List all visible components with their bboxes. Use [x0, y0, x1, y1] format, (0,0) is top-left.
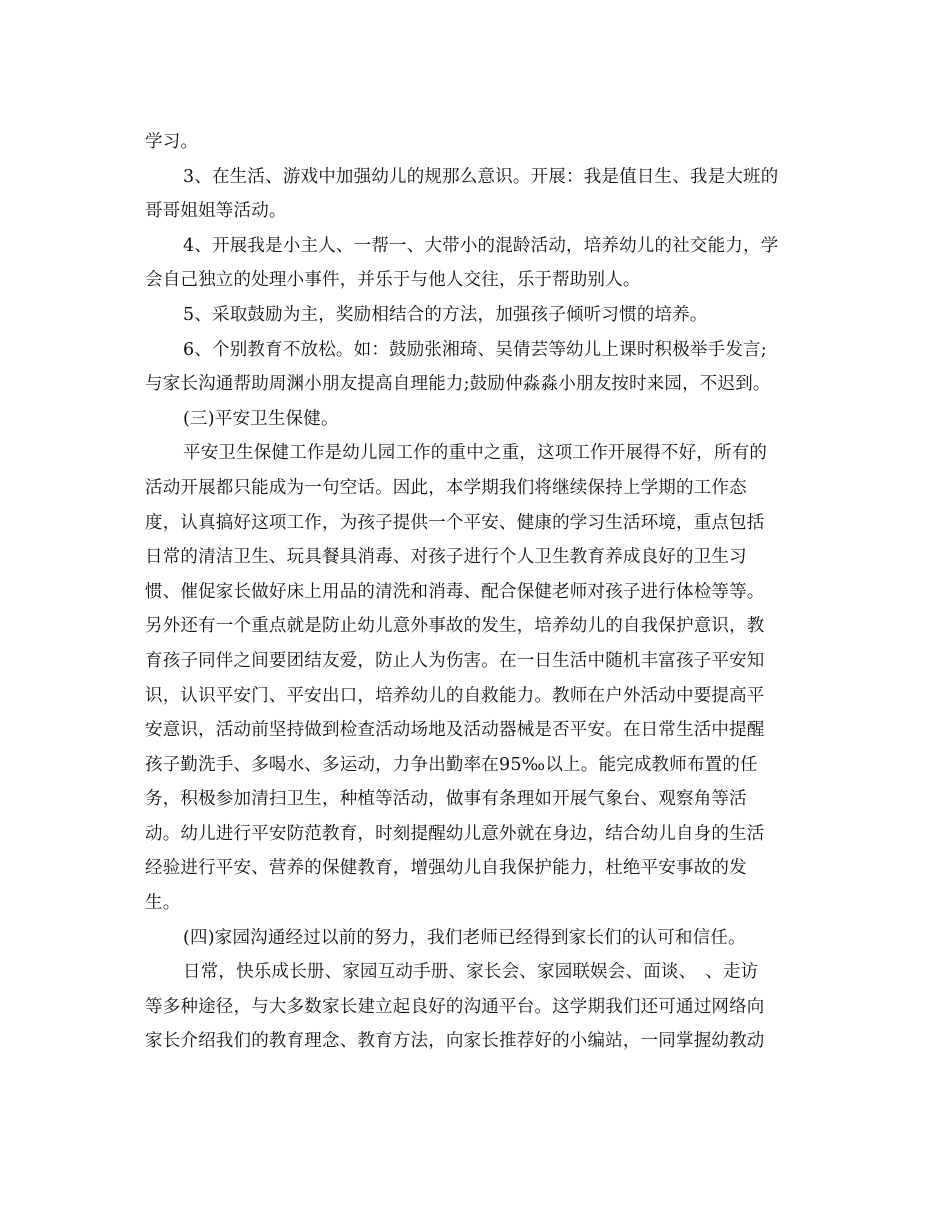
- text-line: 6、个别教育不放松。如：鼓励张湘琦、吴倩芸等幼儿上课时积极举手发言;: [183, 339, 767, 360]
- text-line: 育孩子同伴之间要团结友爱，防止人为伤害。在一日生活中随机丰富孩子平安知: [145, 650, 765, 671]
- text-line: 经验进行平安、营养的保健教育，增强幼儿自我保护能力，杜绝平安事故的发: [145, 858, 747, 879]
- text-line: 4、开展我是小主人、一帮一、大带小的混龄活动，培养幼儿的社交能力，学: [183, 235, 779, 256]
- text-line: 度，认真搞好这项工作，为孩子提供一个平安、健康的学习生活环境，重点包括: [145, 512, 765, 533]
- text-line: 识，认识平安门、平安出口，培养幼儿的自救能力。教师在户外活动中要提高平: [145, 685, 765, 706]
- text-line: 安意识，活动前坚持做到检查活动场地及活动器械是否平安。在日常生活中提醒: [145, 720, 765, 741]
- text-line: 与家长沟通帮助周渊小朋友提高自理能力;鼓励仲淼淼小朋友按时来园，不迟到。: [145, 374, 771, 395]
- document-body: [145, 125, 810, 1059]
- section-heading: (三)平安卫生保健。: [183, 408, 339, 429]
- text-line: 日常的清洁卫生、玩具餐具消毒、对孩子进行个人卫生教育养成良好的卫生习: [145, 547, 747, 568]
- text-line: 5、采取鼓励为主，奖励相结合的方法，加强孩子倾听习惯的培养。: [183, 304, 708, 325]
- text-line: 另外还有一个重点就是防止幼儿意外事故的发生，培养幼儿的自我保护意识，教: [145, 616, 765, 637]
- text-line: 学习。: [145, 132, 199, 152]
- text-line: 孩子勤洗手、多喝水、多运动，力争出勤率在95‰以上。能完成教师布置的任: [145, 754, 758, 775]
- text-line: 生。: [145, 893, 181, 914]
- text-line: 惯、催促家长做好床上用品的清洗和消毒、配合保健老师对孩子进行体检等等。: [145, 581, 765, 602]
- text-line: 家长介绍我们的教育理念、教育方法，向家长推荐好的小编站，一同掌握幼教动: [145, 1031, 765, 1052]
- text-line: 3、在生活、游戏中加强幼儿的规那么意识。开展：我是值日生、我是大班的: [183, 166, 779, 187]
- text-line: 会自己独立的处理小事件，并乐于与他人交往，乐于帮助别人。: [145, 270, 641, 291]
- text-line: 活动开展都只能成为一句空话。因此，本学期我们将继续保持上学期的工作态: [145, 477, 747, 498]
- text-line: 哥哥姐姐等活动。: [145, 201, 287, 222]
- section-heading: (四)家园沟通经过以前的努力，我们老师已经得到家长们的认可和信任。: [183, 927, 746, 948]
- text-line: 等多种途径，与大多数家长建立起良好的沟通平台。这学期我们还可通过网络向: [145, 996, 765, 1017]
- text-line: 平安卫生保健工作是幼儿园工作的重中之重，这项工作开展得不好，所有的: [183, 443, 768, 464]
- text-line: 动。幼儿进行平安防范教育，时刻提醒幼儿意外就在身边，结合幼儿自身的生活: [145, 823, 765, 844]
- text-line: 务，积极参加清扫卫生，种植等活动，做事有条理如开展气象台、观察角等活: [145, 789, 747, 810]
- text-line: 日常，快乐成长册、家园互动手册、家长会、家园联娱会、面谈、 、走访: [183, 962, 759, 983]
